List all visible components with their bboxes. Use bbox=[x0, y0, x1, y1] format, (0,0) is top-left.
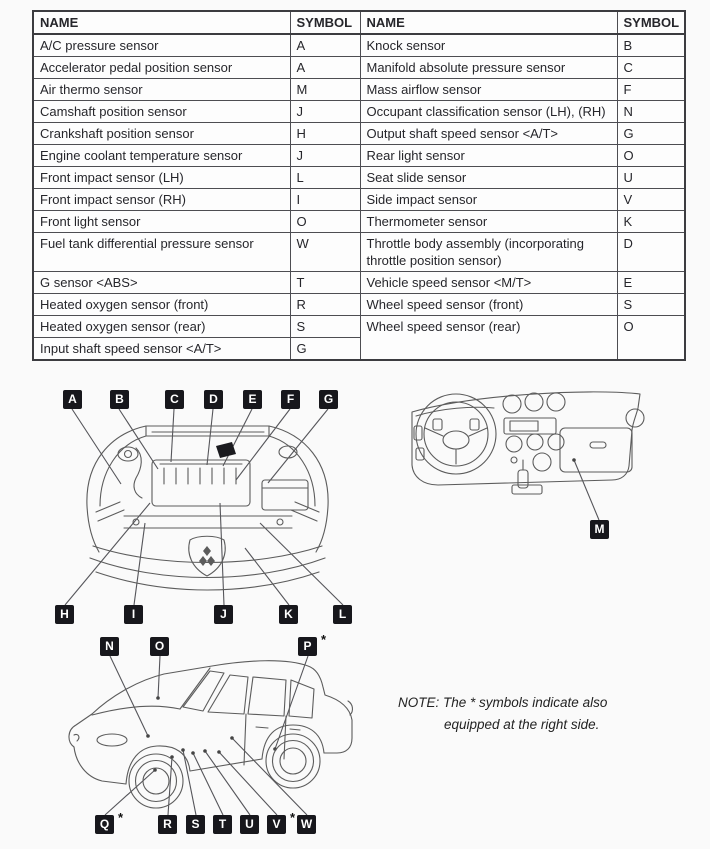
symbol-cell: G bbox=[617, 123, 685, 145]
symbol-cell: J bbox=[290, 145, 360, 167]
name-cell: Output shaft speed sensor <A/T> bbox=[360, 123, 617, 145]
table-row bbox=[33, 123, 685, 145]
asterisk: * bbox=[117, 810, 123, 825]
callout-j: J bbox=[214, 605, 233, 624]
table-row bbox=[33, 233, 685, 272]
symbol-cell: F bbox=[617, 79, 685, 101]
callout-g: G bbox=[319, 390, 338, 409]
callout-s: S bbox=[186, 815, 205, 834]
table-row bbox=[33, 272, 685, 294]
symbol-cell: L bbox=[290, 167, 360, 189]
asterisk: * bbox=[289, 810, 295, 825]
symbol-cell: V bbox=[617, 189, 685, 211]
name-cell: Vehicle speed sensor <M/T> bbox=[360, 272, 617, 294]
name-cell: Seat slide sensor bbox=[360, 167, 617, 189]
callout-k: K bbox=[279, 605, 298, 624]
name-cell: Manifold absolute pressure sensor bbox=[360, 57, 617, 79]
table-row bbox=[33, 294, 685, 316]
name-cell: Front impact sensor (LH) bbox=[33, 167, 290, 189]
table-row bbox=[33, 79, 685, 101]
name-cell: Mass airflow sensor bbox=[360, 79, 617, 101]
symbol-cell: O bbox=[617, 145, 685, 167]
symbol-cell: O bbox=[617, 316, 685, 361]
name-cell: Occupant classification sensor (LH), (RH) bbox=[360, 101, 617, 123]
side-view-drawing bbox=[60, 637, 370, 837]
symbol-cell: R bbox=[290, 294, 360, 316]
black-marker bbox=[216, 442, 236, 458]
table-row bbox=[33, 34, 685, 57]
table-row bbox=[33, 101, 685, 123]
dashboard-drawing bbox=[402, 382, 652, 544]
name-cell: Knock sensor bbox=[360, 34, 617, 57]
symbol-cell: B bbox=[617, 34, 685, 57]
header-symbol-right: SYMBOL bbox=[617, 11, 685, 34]
note-text bbox=[398, 692, 688, 736]
callout-t: T bbox=[213, 815, 232, 834]
name-cell: Wheel speed sensor (front) bbox=[360, 294, 617, 316]
header-name-right: NAME bbox=[360, 11, 617, 34]
symbol-cell: J bbox=[290, 101, 360, 123]
engine-bay-diagram bbox=[40, 388, 375, 628]
table-row bbox=[33, 145, 685, 167]
note-line-2: equipped at the right side. bbox=[444, 717, 600, 732]
name-cell: Input shaft speed sensor <A/T> bbox=[33, 338, 290, 361]
engine-bay-drawing bbox=[40, 388, 375, 628]
dashboard-diagram bbox=[402, 382, 652, 544]
symbol-cell: U bbox=[617, 167, 685, 189]
name-cell: Front light sensor bbox=[33, 211, 290, 233]
callout-l: L bbox=[333, 605, 352, 624]
name-cell: Air thermo sensor bbox=[33, 79, 290, 101]
name-cell: G sensor <ABS> bbox=[33, 272, 290, 294]
callout-r: R bbox=[158, 815, 177, 834]
note-line-1: NOTE: The * symbols indicate also bbox=[398, 695, 608, 710]
symbol-cell: E bbox=[617, 272, 685, 294]
callout-w: W bbox=[297, 815, 316, 834]
callout-e: E bbox=[243, 390, 262, 409]
table-row bbox=[33, 167, 685, 189]
name-cell: Heated oxygen sensor (front) bbox=[33, 294, 290, 316]
name-cell: Wheel speed sensor (rear) bbox=[360, 316, 617, 361]
callout-i: I bbox=[124, 605, 143, 624]
symbol-cell: H bbox=[290, 123, 360, 145]
name-cell: Fuel tank differential pressure sensor bbox=[33, 233, 290, 272]
callout-u: U bbox=[240, 815, 259, 834]
callout-p: P * bbox=[298, 637, 317, 656]
name-cell: Thermometer sensor bbox=[360, 211, 617, 233]
symbol-cell: S bbox=[617, 294, 685, 316]
name-cell: Accelerator pedal position sensor bbox=[33, 57, 290, 79]
table-row bbox=[33, 211, 685, 233]
header-symbol-left: SYMBOL bbox=[290, 11, 360, 34]
callout-d: D bbox=[204, 390, 223, 409]
name-cell: Throttle body assembly (incorporating throttle position sensor) bbox=[360, 233, 617, 272]
callout-v: V * bbox=[267, 815, 286, 834]
name-cell: Side impact sensor bbox=[360, 189, 617, 211]
table-row bbox=[33, 189, 685, 211]
table-row bbox=[33, 57, 685, 79]
name-cell: Camshaft position sensor bbox=[33, 101, 290, 123]
symbol-cell: C bbox=[617, 57, 685, 79]
symbol-cell: W bbox=[290, 233, 360, 272]
callout-b: B bbox=[110, 390, 129, 409]
name-cell: Heated oxygen sensor (rear) bbox=[33, 316, 290, 338]
callout-a: A bbox=[63, 390, 82, 409]
symbol-cell: O bbox=[290, 211, 360, 233]
name-cell: Front impact sensor (RH) bbox=[33, 189, 290, 211]
callout-o: O bbox=[150, 637, 169, 656]
symbol-cell: G bbox=[290, 338, 360, 361]
symbol-cell: T bbox=[290, 272, 360, 294]
symbol-cell: N bbox=[617, 101, 685, 123]
table-header-row bbox=[33, 11, 685, 34]
callout-n: N bbox=[100, 637, 119, 656]
sensor-symbol-table bbox=[32, 10, 686, 361]
header-name-left: NAME bbox=[33, 11, 290, 34]
callout-h: H bbox=[55, 605, 74, 624]
table-row bbox=[33, 316, 685, 338]
symbol-cell: D bbox=[617, 233, 685, 272]
asterisk: * bbox=[320, 632, 326, 647]
side-view-diagram bbox=[60, 632, 370, 837]
symbol-cell: I bbox=[290, 189, 360, 211]
callout-f: F bbox=[281, 390, 300, 409]
callout-c: C bbox=[165, 390, 184, 409]
name-cell: Crankshaft position sensor bbox=[33, 123, 290, 145]
name-cell: Engine coolant temperature sensor bbox=[33, 145, 290, 167]
symbol-cell: S bbox=[290, 316, 360, 338]
symbol-cell: K bbox=[617, 211, 685, 233]
callout-q: Q * bbox=[95, 815, 114, 834]
name-cell: A/C pressure sensor bbox=[33, 34, 290, 57]
symbol-cell: A bbox=[290, 57, 360, 79]
symbol-cell: A bbox=[290, 34, 360, 57]
callout-m: M bbox=[590, 520, 609, 539]
name-cell: Rear light sensor bbox=[360, 145, 617, 167]
symbol-cell: M bbox=[290, 79, 360, 101]
